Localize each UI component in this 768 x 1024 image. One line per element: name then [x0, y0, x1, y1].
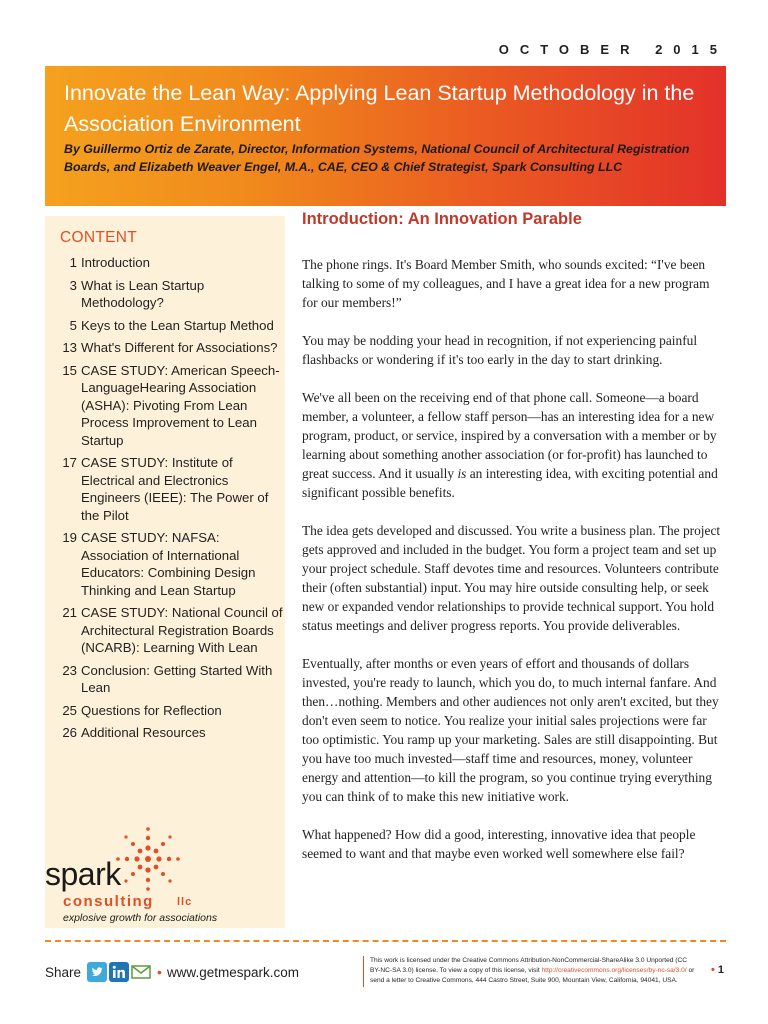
- section-heading: Introduction: An Innovation Parable: [302, 210, 582, 228]
- toc-title: What's Different for Associations?: [81, 340, 278, 355]
- toc-page-number: 13: [62, 340, 77, 355]
- twitter-icon[interactable]: [87, 962, 107, 982]
- toc-title: CASE STUDY: National Council of Architectural Registration Boards (NCARB): Learning With Lean: [81, 605, 283, 655]
- paragraph: What happened? How did a good, interesting, innovative idea that people seemed to want and that maybe even worked well somewhere else fail?: [302, 827, 696, 861]
- page-number-value: 1: [717, 964, 724, 976]
- toc-page-number: 25: [62, 702, 77, 718]
- separator-bullet: •: [157, 964, 162, 980]
- toc-page-number: 21: [62, 605, 77, 620]
- linkedin-icon[interactable]: [109, 962, 129, 982]
- page-number-bullet: •: [711, 964, 715, 976]
- paragraph: Eventually, after months or even years of effort and thousands of dollars invested, you're ready to launch, which you do, to much internal fanfare. And then…nothing. Members and other audiences not only aren't excited, but they don't even seem to notice. You realize your initial sales projections were far too optimistic. You ramp up your marketing. Sales are still disappointing. But you have too much invested—staff time and resources, money, volunteer energy and attention—to kill the program, so you continue trying everything you can think of to make this new initiative work.: [302, 656, 719, 804]
- toc-item[interactable]: [57, 362, 285, 450]
- document-title: Innovate the Lean Way: Applying Lean Startup Methodology in the Association Environment: [64, 81, 695, 136]
- toc-title: CASE STUDY: NAFSA: Association of International Educators: Combining Design Thinking and Lean Startup: [81, 530, 256, 598]
- spark-burst-icon: [113, 824, 183, 894]
- toc-title: What is Lean Startup Methodology?: [81, 277, 205, 310]
- license-notice: [363, 956, 697, 987]
- license-text: This work is licensed under the Creative Commons Attribution-NonCommercial-ShareAlike 3.0 Unported (CC BY-NC-SA 3.0) license. To view a copy of this license, visit: [370, 957, 687, 975]
- toc-title: CASE STUDY: Institute of Electrical and Electronics Engineers (IEEE): The Power of the Pilot: [81, 455, 269, 523]
- toc-item[interactable]: [57, 724, 285, 742]
- share-bar: [45, 962, 299, 982]
- logo-suffix: llc: [177, 896, 193, 908]
- author-byline: By Guillermo Ortiz de Zarate, Director, Information Systems, National Council of Architectural Registration Boards, and Elizabeth Weaver Engel, M.A., CAE, CEO & Chief Strategist, Spark Consulting LLC: [64, 142, 690, 174]
- title-banner: [45, 66, 726, 206]
- toc-item[interactable]: [57, 317, 285, 335]
- website-link[interactable]: www.getmespark.com: [166, 964, 299, 980]
- article-body: [302, 210, 722, 882]
- license-link[interactable]: http://creativecommons.org/licenses/by-nc-sa/3.0/: [541, 967, 687, 975]
- toc-title: Introduction: [81, 255, 150, 270]
- toc-page-number: 23: [62, 662, 77, 678]
- toc-title: Keys to the Lean Startup Method: [81, 317, 274, 333]
- toc-page-number: 19: [62, 530, 77, 545]
- footer-divider: [45, 940, 726, 942]
- toc-title: Additional Resources: [81, 725, 206, 740]
- toc-page-number: 5: [69, 317, 77, 333]
- emphasis-text: is: [457, 466, 467, 481]
- spark-consulting-logo: [45, 846, 235, 924]
- share-label: Share: [45, 964, 82, 980]
- toc-item[interactable]: [57, 662, 285, 697]
- email-icon[interactable]: [131, 962, 151, 982]
- logo-subtitle: consulting: [63, 893, 154, 910]
- toc-page-number: 26: [62, 725, 77, 740]
- contents-heading: CONTENT: [60, 229, 138, 246]
- toc-page-number: 15: [62, 362, 77, 378]
- paragraph: [302, 388, 722, 502]
- toc-title: CASE STUDY: American Speech-LanguageHearing Association (ASHA): Pivoting From Lean Process Improvement to Lean Startup: [81, 362, 280, 448]
- toc-item[interactable]: [57, 254, 285, 272]
- toc-page-number: 3: [69, 277, 77, 293]
- issue-date: OCTOBER 2015: [498, 42, 728, 57]
- toc-item[interactable]: [57, 604, 285, 657]
- toc-page-number: 1: [69, 255, 77, 270]
- license-text: or send a letter to Creative Commons, 444 Castro Street, Suite 900, Mountain View, California, 94041, USA.: [370, 967, 695, 985]
- toc-item[interactable]: [57, 277, 285, 312]
- toc-title: Conclusion: Getting Started With Lean: [81, 662, 273, 695]
- paragraph-text: We've all been on the receiving end of that phone call. Someone—a board member, a volunteer, a fellow staff person—has an interesting idea for a new program, product, or service, inspired by a conversation with a member or by learning about something another association (or for-profit) has launched to great success. And it usually: [302, 390, 717, 481]
- logo-wordmark: spark: [45, 856, 121, 892]
- contents-sidebar: [45, 216, 285, 928]
- toc-item[interactable]: [57, 339, 285, 357]
- paragraph: The idea gets developed and discussed. You write a business plan. The project gets approved and included in the budget. You form a project team and set up your project schedule. Staff devotes time and resources. Volunteers contribute their (often substantial) input. You may hire outside consulting help, or seek new or expanded vendor relationships to provide technical support. You hold status meetings and deliver progress reports. You provide deliverables.: [302, 523, 721, 633]
- paragraph: The phone rings. It's Board Member Smith, who sounds excited: “I've been talking to some of my colleagues, and I have a great idea for a new program for our members!”: [302, 257, 710, 310]
- toc-page-number: 17: [62, 455, 77, 470]
- paragraph-text: an interesting idea, with exciting potential and significant possible benefits.: [302, 466, 718, 500]
- logo-tagline: explosive growth for associations: [63, 912, 218, 924]
- paragraph: You may be nodding your head in recognition, if not experiencing painful flashbacks or wondering if it's too early in the day to start drinking.: [302, 333, 698, 367]
- page-number: [711, 964, 724, 976]
- table-of-contents: [57, 254, 285, 747]
- toc-title: Questions for Reflection: [81, 702, 222, 718]
- toc-item[interactable]: [57, 529, 285, 599]
- toc-item[interactable]: [57, 454, 285, 524]
- toc-item[interactable]: [57, 702, 285, 720]
